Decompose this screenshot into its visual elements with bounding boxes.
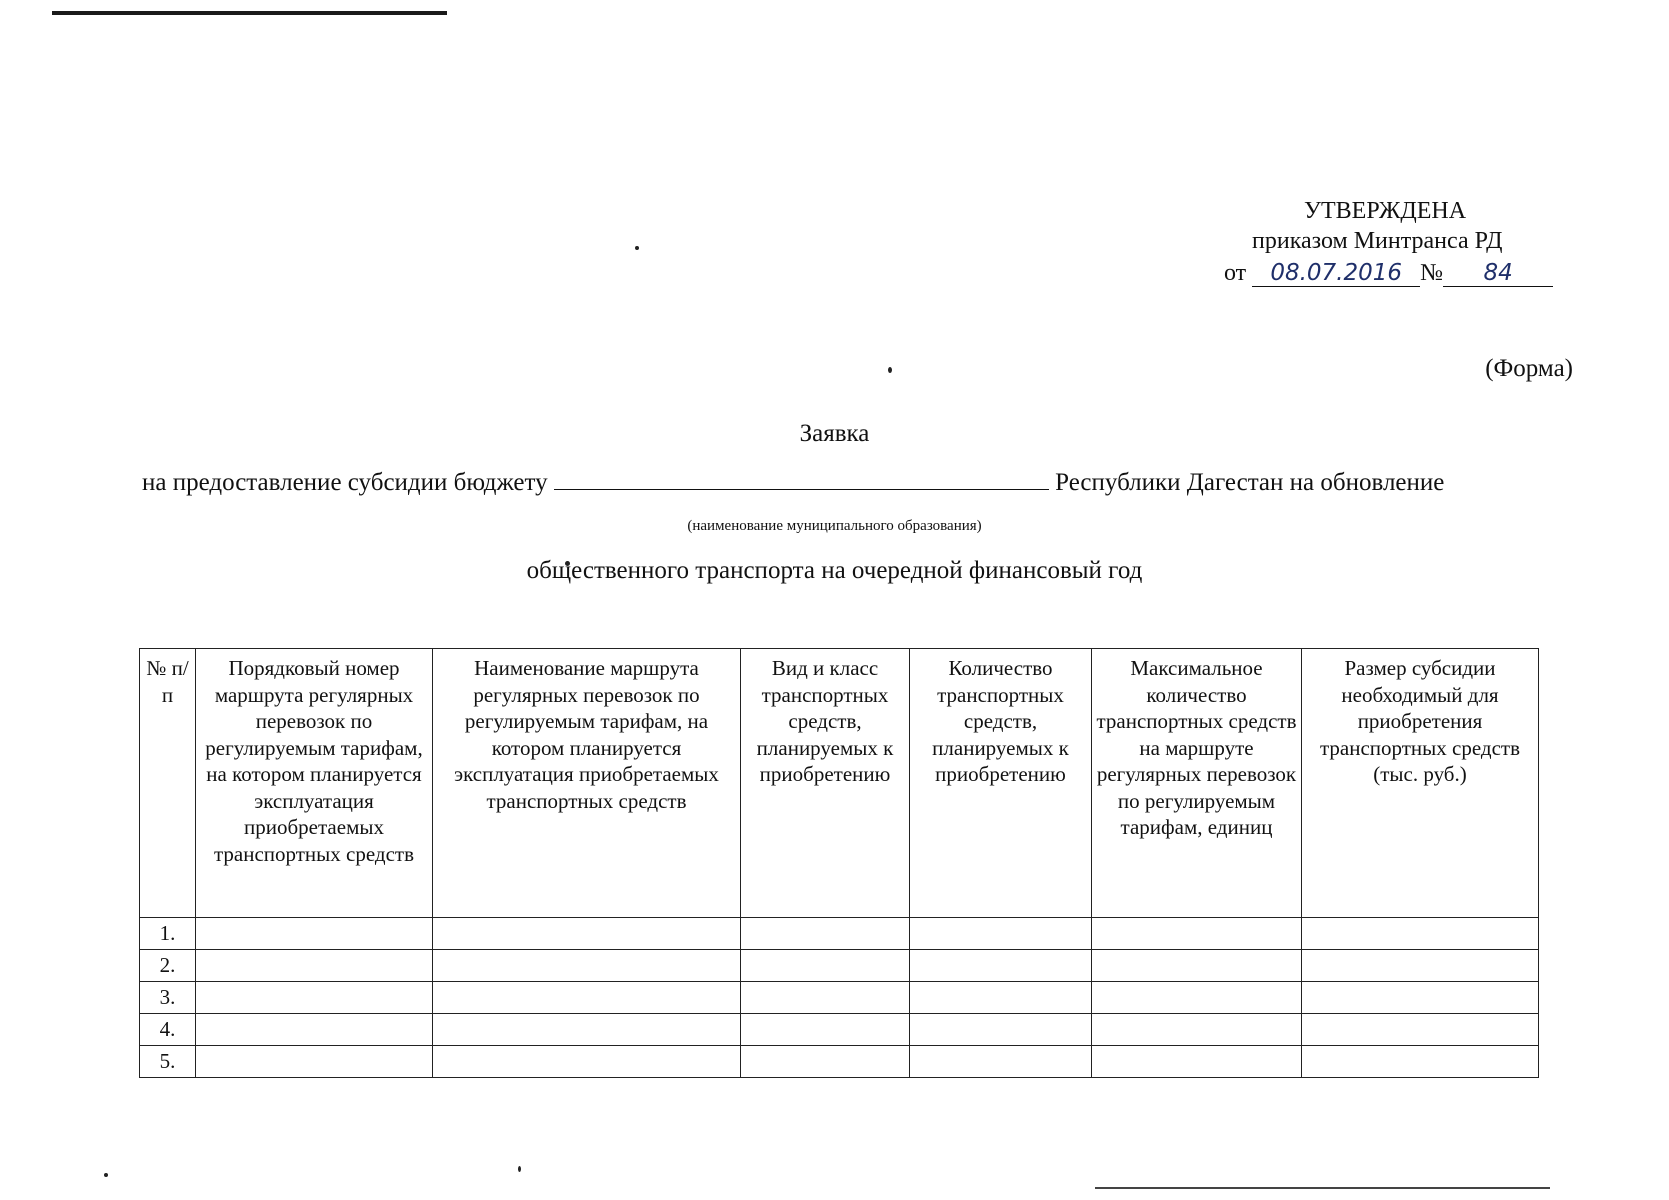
table-cell[interactable]: [910, 918, 1092, 950]
approval-number-field: 84: [1443, 260, 1553, 287]
header-cell-route-number: Порядковый номер маршрута регулярных перевозок по регулируемым тарифам, на котором планируется эксплуатация приобретаемых транспортных средств: [196, 649, 433, 918]
header-cell-vehicle-type: Вид и класс транспортных средств, планируемых к приобретению: [741, 649, 910, 918]
table-cell[interactable]: [1092, 982, 1302, 1014]
approval-from-label: от: [1224, 260, 1247, 286]
table-cell[interactable]: [196, 1014, 433, 1046]
scan-speck: [888, 367, 892, 373]
table-row: [140, 982, 1539, 1014]
header-cell-route-name: Наименование маршрута регулярных перевозок по регулируемым тарифам, на котором планируется эксплуатация приобретаемых транспортных средств: [433, 649, 741, 918]
table-cell[interactable]: [1092, 918, 1302, 950]
table-cell[interactable]: [196, 950, 433, 982]
scan-speck: [635, 246, 639, 250]
table-cell[interactable]: [196, 1046, 433, 1078]
document-title: Заявка: [799, 420, 870, 447]
scan-speck: [518, 1166, 521, 1172]
row-number: 2.: [140, 950, 196, 982]
table-cell[interactable]: [1092, 1046, 1302, 1078]
table-row: [140, 918, 1539, 950]
table-row: [140, 1014, 1539, 1046]
table-cell[interactable]: [910, 950, 1092, 982]
table-cell[interactable]: [741, 1014, 910, 1046]
municipality-hint: (наименование муниципального образования): [687, 518, 982, 534]
table-cell[interactable]: [1092, 950, 1302, 982]
header-cell-vehicle-count: Количество транспортных средств, планируемых к приобретению: [910, 649, 1092, 918]
subtitle-part-2: Республики Дагестан на обновление: [1055, 469, 1445, 496]
table-cell[interactable]: [196, 918, 433, 950]
header-cell-max-vehicles: Максимальное количество транспортных средств на маршруте регулярных перевозок по регулируемым тарифам, единиц: [1092, 649, 1302, 918]
table-row: [140, 1046, 1539, 1078]
approval-date-line: [1224, 258, 1553, 288]
approval-title: УТВЕРЖДЕНА: [1304, 198, 1467, 224]
table-cell[interactable]: [433, 982, 741, 1014]
table-cell[interactable]: [741, 950, 910, 982]
table-cell[interactable]: [1302, 982, 1539, 1014]
header-cell-subsidy-amount: Размер субсидии необходимый для приобретения транспортных средств (тыс. руб.): [1302, 649, 1539, 918]
table-header-row: [140, 649, 1539, 918]
table-cell[interactable]: [1092, 1014, 1302, 1046]
document-subtitle: [142, 469, 1444, 497]
document-subtitle-line-2: общественного транспорта на очередной финансовый год: [526, 557, 1143, 584]
table-cell[interactable]: [910, 1046, 1092, 1078]
table-cell[interactable]: [741, 1046, 910, 1078]
table-cell[interactable]: [433, 1014, 741, 1046]
table-cell[interactable]: [1302, 1046, 1539, 1078]
table-cell[interactable]: [433, 950, 741, 982]
table-cell[interactable]: [433, 1046, 741, 1078]
row-number: 3.: [140, 982, 196, 1014]
table-cell[interactable]: [1302, 1014, 1539, 1046]
row-number: 5.: [140, 1046, 196, 1078]
subsidy-table: [139, 648, 1539, 1078]
table-cell[interactable]: [741, 982, 910, 1014]
header-cell-number: № п/п: [140, 649, 196, 918]
table-cell[interactable]: [433, 918, 741, 950]
scan-speck: [104, 1173, 108, 1177]
table-row: [140, 950, 1539, 982]
approval-date-field: 08.07.2016: [1252, 260, 1420, 287]
form-label: (Форма): [1485, 355, 1573, 382]
scan-artifact-line: [1095, 1187, 1550, 1189]
table-cell[interactable]: [910, 982, 1092, 1014]
row-number: 1.: [140, 918, 196, 950]
row-number: 4.: [140, 1014, 196, 1046]
municipality-blank-field[interactable]: [554, 471, 1049, 490]
table-cell[interactable]: [196, 982, 433, 1014]
table-cell[interactable]: [910, 1014, 1092, 1046]
approval-order: приказом Минтранса РД: [1252, 228, 1503, 254]
subtitle-part-1: на предоставление субсидии бюджету: [142, 469, 548, 496]
table-cell[interactable]: [1302, 918, 1539, 950]
approval-number-label: №: [1420, 260, 1444, 286]
scan-artifact-line: [52, 11, 447, 15]
table-cell[interactable]: [741, 918, 910, 950]
table-cell[interactable]: [1302, 950, 1539, 982]
